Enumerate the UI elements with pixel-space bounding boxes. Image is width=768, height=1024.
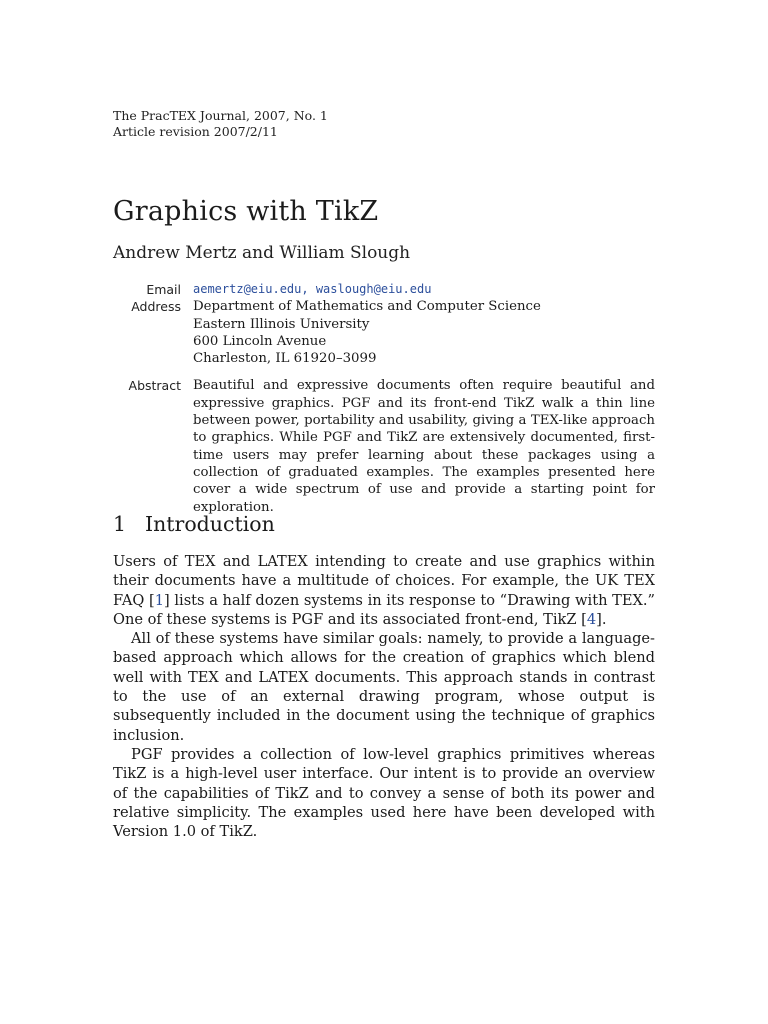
address-line: 600 Lincoln Avenue <box>193 333 327 349</box>
paragraph: All of these systems have similar goals: namely, to provide a language-based approach which allows for the creation of graphics which blend well with TEX and LATEX documents. This approach stands in contrast to the use of an external drawing program, whose output is subsequently included in the document using the technique of graphics inclusion. <box>113 630 655 744</box>
journal-header <box>113 108 328 140</box>
address-row <box>113 298 655 367</box>
paper-title: Graphics with TikZ <box>113 196 379 227</box>
address-lines <box>193 298 655 367</box>
citation-link[interactable]: 4 <box>586 610 597 628</box>
section-title: Introduction <box>145 512 275 536</box>
address-line: Eastern Illinois University <box>193 316 370 332</box>
paragraph-text: Users of TEX and LATEX intending to create and use graphics within their documents have a multitude of choices. For example, the UK TEX FAQ [ <box>113 553 655 609</box>
section-number: 1 <box>113 512 127 536</box>
meta-block <box>113 281 655 516</box>
email-link[interactable]: aemertz@eiu.edu, waslough@eiu.edu <box>193 282 432 296</box>
section-heading <box>113 512 275 536</box>
paper-authors: Andrew Mertz and William Slough <box>113 243 411 263</box>
paragraph-text: ]. <box>596 610 607 628</box>
citation-link[interactable]: 1 <box>154 591 165 609</box>
abstract-label: Abstract <box>128 378 181 394</box>
address-label: Address <box>131 299 181 315</box>
email-label: Email <box>146 282 181 297</box>
address-line: Department of Mathematics and Computer Science <box>193 299 541 315</box>
section-body <box>113 552 655 841</box>
revision-line: Article revision 2007/2/11 <box>113 124 278 139</box>
address-line: Charleston, IL 61920–3099 <box>193 351 377 367</box>
paragraph <box>113 552 655 629</box>
paragraph-text: ] lists a half dozen systems in its response to “Drawing with TEX.” One of these systems is PGF and its associated front-end, TikZ [ <box>113 591 656 628</box>
paragraph: PGF provides a collection of low-level graphics primitives whereas TikZ is a high-level user interface. Our intent is to provide an overview of the capabilities of TikZ and to convey a sense of both its power and relative simplicity. The examples used here have been developed with Version 1.0 of TikZ. <box>113 745 655 841</box>
abstract-text: Beautiful and expressive documents often require beautiful and expressive graphics. PGF and its front-end TikZ walk a thin line between power, portability and usability, giving a TEX-like approach to graphics. While PGF and TikZ are extensively documented, first-time users may prefer learning about these packages using a collection of graduated examples. The examples presented here cover a wide spectrum of use and provide a starting point for exploration. <box>193 378 655 515</box>
abstract-row <box>113 377 655 515</box>
journal-line: The PracTEX Journal, 2007, No. 1 <box>113 108 328 123</box>
email-row <box>113 281 655 298</box>
